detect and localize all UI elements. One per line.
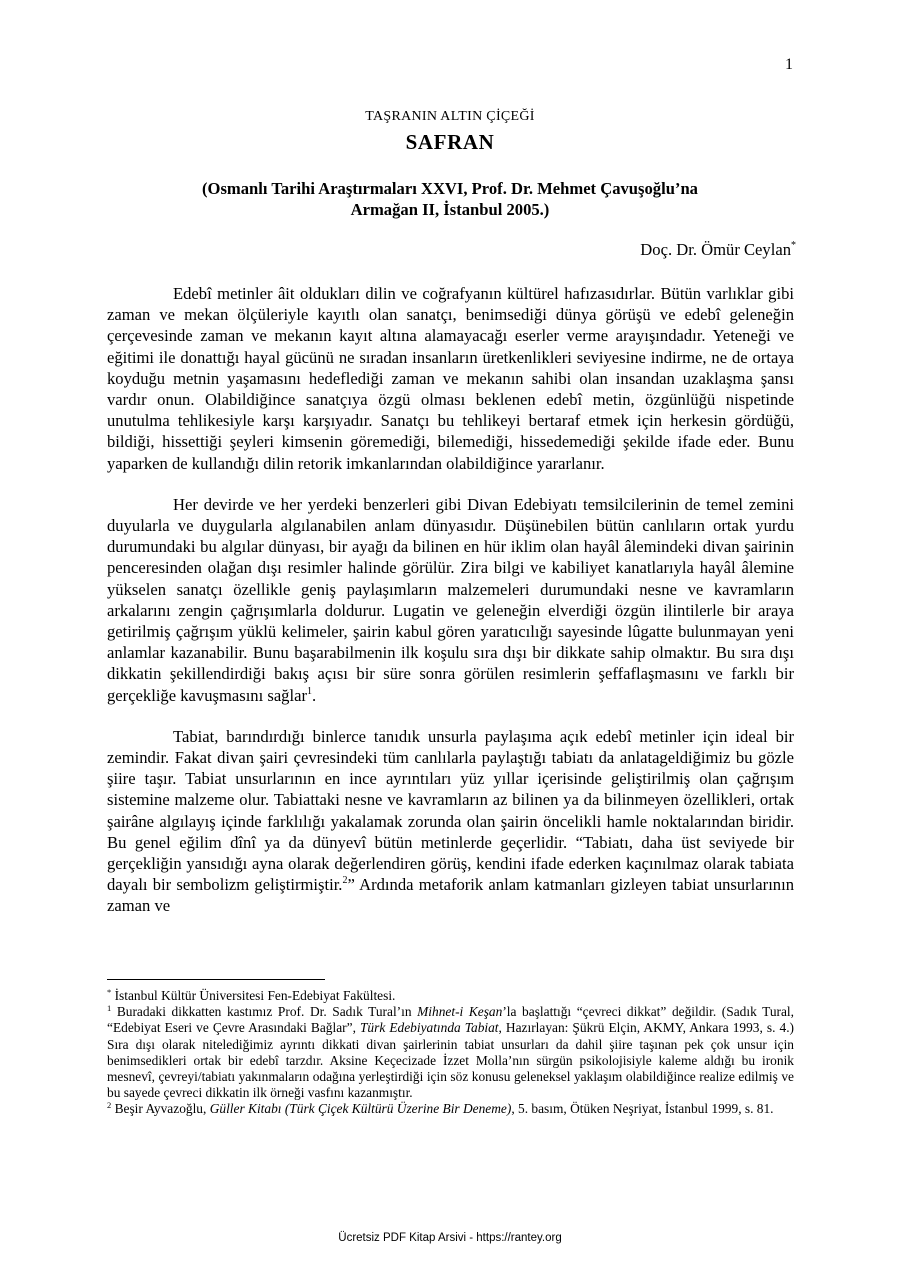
footnote-ref-1: 1: [306, 685, 312, 697]
paragraph-3: [107, 726, 794, 917]
footnote-divider: [107, 979, 325, 980]
footer-watermark: Ücretsiz PDF Kitap Arsivi - https://rantey.org: [338, 1232, 562, 1244]
paragraph-1: Edebî metinler âit oldukları dilin ve coğrafyanın kültürel hafızasıdırlar. Bütün varlıklar gibi zaman ve mekan ölçüleriyle kayıtlı olan sanatçı, benimsediği dünya görüşü ve edebî geleneğin çerçevesinde zaman ve mekanın kayıt altına alamayacağı eserler verme arayışındadır. Yeteneği ve eğitimi ile donattığı hayal gücünü ne sıradan insanların üretkenlikleri seviyesine indirme, ne de ortaya koyduğu metnin yaşamasını hedeflediği zaman ve mekanın sahibi olan insandan uzaklaşma şansı vardır onun. Olabildiğince sanatçıya özgü olması beklenen edebî metin, özgünlüğü nispetinde unutulma tehlikesiyle karşı karşıyadır. Sanatçı bu tehlikeyi bertaraf etmek için herkesin gördüğü, bildiği, hissettiği şeyleri kimsenin göremediği, bilemediği, hissedemediği şekilde ifade eder. Bunu yaparken de kullandığı dilin retorik imkanlarından olabildiğince yararlanır.: [107, 284, 794, 473]
footnote-2: [107, 1101, 794, 1117]
author-name: Doç. Dr. Ömür Ceylan: [640, 240, 791, 259]
paragraph-3-text: Tabiat, barındırdığı binlerce tanıdık unsurla paylaşıma açık edebî metinler için ideal bir zemindir. Fakat divan şairi çevresindeki tüm canlılarla paylaştığı tabiatı da anlatageldiğimiz bu gözle şiire taşır. Tabiat unsurlarının en ince ayrıntıları yüz yıllar içerisinde geliştirilmiş olan çağrışım sistemine malzeme olur. Tabiattaki nesne ve kavramların az bilinen ya da bilinmeyen özellikleri, ortak şairâne algılayış içinde farklılığı yakalamak zorunda olan şairin öncelikli hamle noktalarından biridir. Bu genel eğilim dînî ya da dünyevî bütün metinlerde geçerlidir. “Tabiatı, daha üst seviyede bir gerçekliğin yansıdığı ayna olarak değerlendiren görüş, kendini ifade ederken kaçınılmaz olarak tabiata dayalı bir sembolizm geliştirmiştir.: [107, 726, 794, 895]
footnote-star-mark: *: [107, 987, 112, 997]
paragraph-2-text: Her devirde ve her yerdeki benzerleri gibi Divan Edebiyatı temsilcilerinin de temel zemini duyularla ve duygularla algılanabilen anlam dünyasıdır. Düşünebilen bütün canlıların ortak yurdu durumundaki bu algılar dünyası, bir ayağı da bilinen en hür iklim olan hayâl âlemindeki divan şairinin penceresinden olağan dışı resimler halinde görülür. Zira bilgi ve kabiliyet kanatlarıyla hayâl âlemine yükselen sanatçı özellikle geniş paylaşımların malzemeleri durumundaki nesne ve kavramların arkalarını zengin çağrışımlarla doldurur. Lugatin ve geleneğin elverdiği özgün ilintilerle bir araya getirilmiş çağrışım yüklü kelimeler, şairin kabul gören yaratıcılığı sayesinde lûgatte bulunmayan yeni anlamlar kazanabilir. Bunu başarabilmenin ilk koşulu sıra dışı bir dikkate sahip olmaktır. Bu sıra dışı dikkatin şekillendirdiği bakış açısı bir süre sonra görülen resimlerin şeffaflaşmasını ve farklı bir gerçekliğe kavuşmasını sağlar: [107, 494, 794, 705]
author-footnote-mark: *: [791, 240, 796, 251]
footnotes: [107, 988, 794, 1118]
footnote-1-text-a: Buradaki dikkatten kastımız Prof. Dr. Sadık Tural’ın: [111, 1004, 418, 1020]
footnote-star-text: İstanbul Kültür Üniversitesi Fen-Edebiyat Fakültesi.: [111, 988, 396, 1003]
title-small: TAŞRANIN ALTIN ÇİÇEĞİ: [365, 109, 535, 124]
footnote-2-mark: 2: [107, 1100, 112, 1111]
footnote-1-mark: 1: [107, 1003, 112, 1014]
page-title: SAFRAN: [405, 130, 495, 154]
footnote-1-title-a: Mihnet-i Keşan: [417, 1004, 503, 1020]
footnote-1-text-e: , Hazırlayan: Şükrü Elçin, AKMY, Ankara 1993, s. 4.) Sıra dışı olarak nitelediğimiz ayrıntı dikkati divan şairlerinin tabiat unsurları da dahil şiire taşınan pek çok unsur için benimsedikleri ortak bir edebî tarzdır. Aksine Keçecizade İzzet Molla’nın sürgün psikolojisiyle kaleme aldığı bu ironik mesnevî, çevreyi/tabiatı yakınmaların odağına yerleştirdiği için söz konusu geleneksel yaklaşım olabildiğince realize edilmiş ve bu sayede çevreci dikkatin ilk örneği vasfını kazanmıştır.: [107, 1020, 795, 1101]
footnote-2-text-a: Beşir Ayvazoğlu,: [111, 1101, 210, 1117]
subtitle-line-2: Armağan II, İstanbul 2005.): [350, 200, 550, 219]
footnote-1: [107, 1004, 794, 1101]
paragraph-2-end: .: [311, 685, 317, 705]
paragraph-3-end: ” Ardında metaforik anlam katmanları gizleyen tabiat unsurlarının zaman ve: [107, 875, 795, 916]
author: [640, 240, 796, 260]
footnote-1-text-c: ’la başlattığı “çevreci dikkat” değildir. (Sadık Tural, “Edebiyat Eseri ve Çevre Arasındaki Bağlar”,: [107, 1004, 794, 1036]
footnote-2-title: Güller Kitabı (Türk Çiçek Kültürü Üzerine Bir Deneme): [209, 1101, 512, 1117]
footnote-star: [107, 988, 794, 1004]
page-number: 1: [785, 56, 793, 73]
footnote-2-text-c: , 5. basım, Ötüken Neşriyat, İstanbul 1999, s. 81.: [511, 1101, 774, 1117]
footnote-1-title-b: Türk Edebiyatında Tabiat: [359, 1020, 499, 1036]
subtitle: [0, 178, 900, 220]
paragraph-2: [107, 494, 794, 706]
footnote-ref-2: 2: [342, 875, 348, 887]
subtitle-line-1: (Osmanlı Tarihi Araştırmaları XXVI, Prof. Dr. Mehmet Çavuşoğlu’na: [202, 179, 698, 198]
body-text: [107, 283, 794, 937]
